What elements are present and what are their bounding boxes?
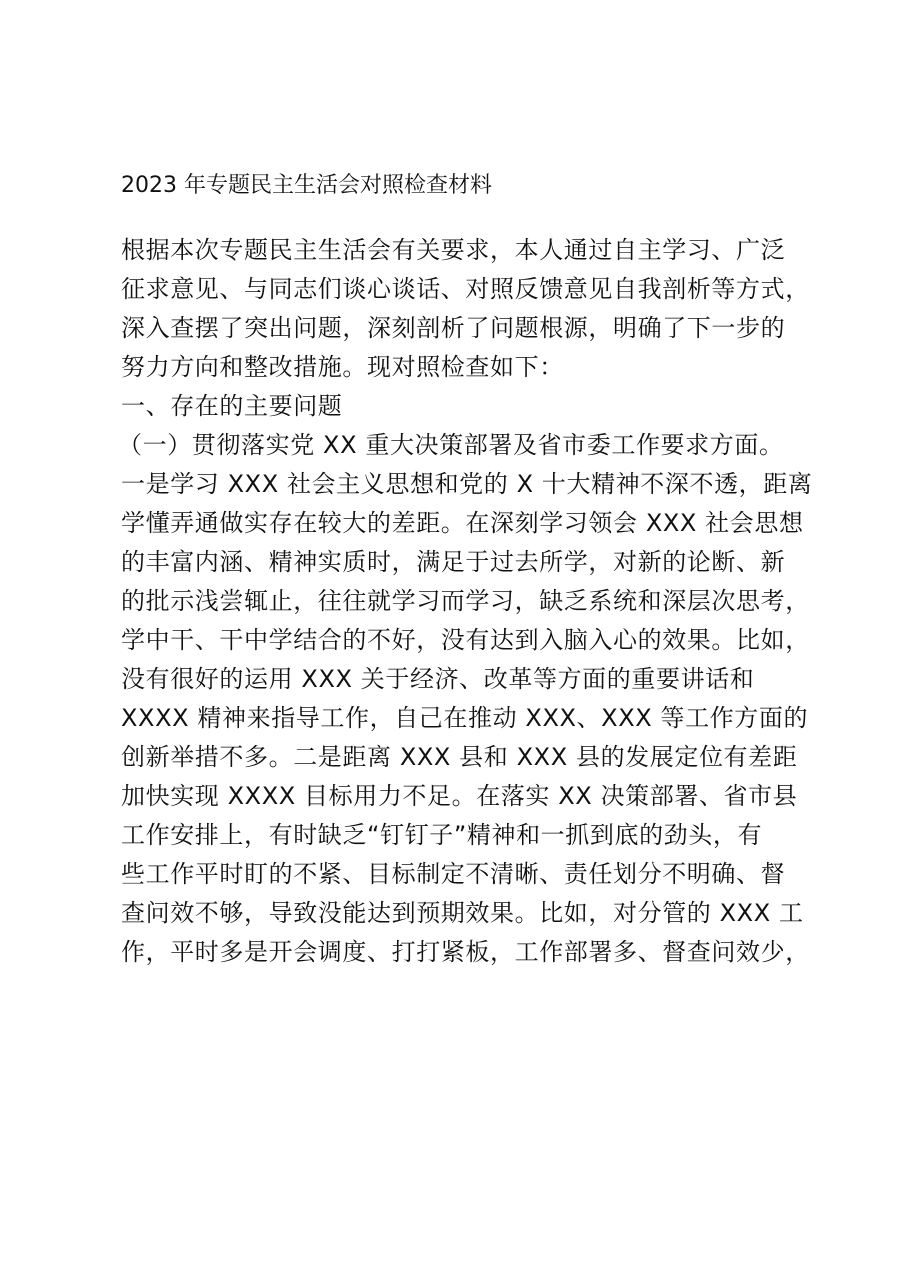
body-line: 创新举措不多。二是距离 XXX 县和 XXX 县的发展定位有差距 <box>121 743 798 771</box>
body-line: 加快实现 XXXX 目标用力不足。在落实 XX 决策部署、省市县 <box>121 782 798 810</box>
section-heading: 一、存在的主要问题 <box>121 392 343 420</box>
subsection-heading: （一）贯彻落实党 XX 重大决策部署及省市委工作要求方面。 <box>118 431 784 459</box>
body-line: 没有很好的运用 XXX 关于经济、改革等方面的重要讲话和 <box>121 665 755 693</box>
body-line: 一是学习 XXX 社会主义思想和党的 X 十大精神不深不透，距离 <box>121 470 813 498</box>
body-line: 根据本次专题民主生活会有关要求，本人通过自主学习、广泛 <box>121 236 786 264</box>
body-line: 作，平时多是开会调度、打打紧板，工作部署多、督查问效少， <box>121 938 810 966</box>
body-line: 些工作平时盯的不紧、目标制定不清晰、责任划分不明确、督 <box>121 860 786 888</box>
document-body <box>118 231 821 972</box>
body-line: 查问效不够，导致没能达到预期效果。比如，对分管的 XXX 工 <box>121 899 804 927</box>
body-line: 征求意见、与同志们谈心谈话、对照反馈意见自我剖析等方式， <box>121 275 810 303</box>
body-line: 的批示浅尝辄止，往往就学习而学习，缺乏系统和深层次思考， <box>121 587 810 615</box>
body-line: XXXX 精神来指导工作，自己在推动 XXX、XXX 等工作方面的 <box>121 704 809 732</box>
body-line: 的丰富内涵、精神实质时，满足于过去所学，对新的论断、新 <box>121 548 786 576</box>
body-line: 深入查摆了突出问题，深刻剖析了问题根源，明确了下一步的 <box>121 314 786 342</box>
body-line: 学中干、干中学结合的不好，没有达到入脑入心的效果。比如， <box>121 626 810 654</box>
body-line: 工作安排上，有时缺乏“钉钉子”精神和一抓到底的劲头，有 <box>121 821 763 849</box>
body-line: 学懂弄通做实存在较大的差距。在深刻学习领会 XXX 社会思想 <box>121 509 804 537</box>
document-title: 2023 年专题民主生活会对照检查材料 <box>121 173 492 198</box>
body-line: 努力方向和整改措施。现对照检查如下： <box>121 353 564 381</box>
